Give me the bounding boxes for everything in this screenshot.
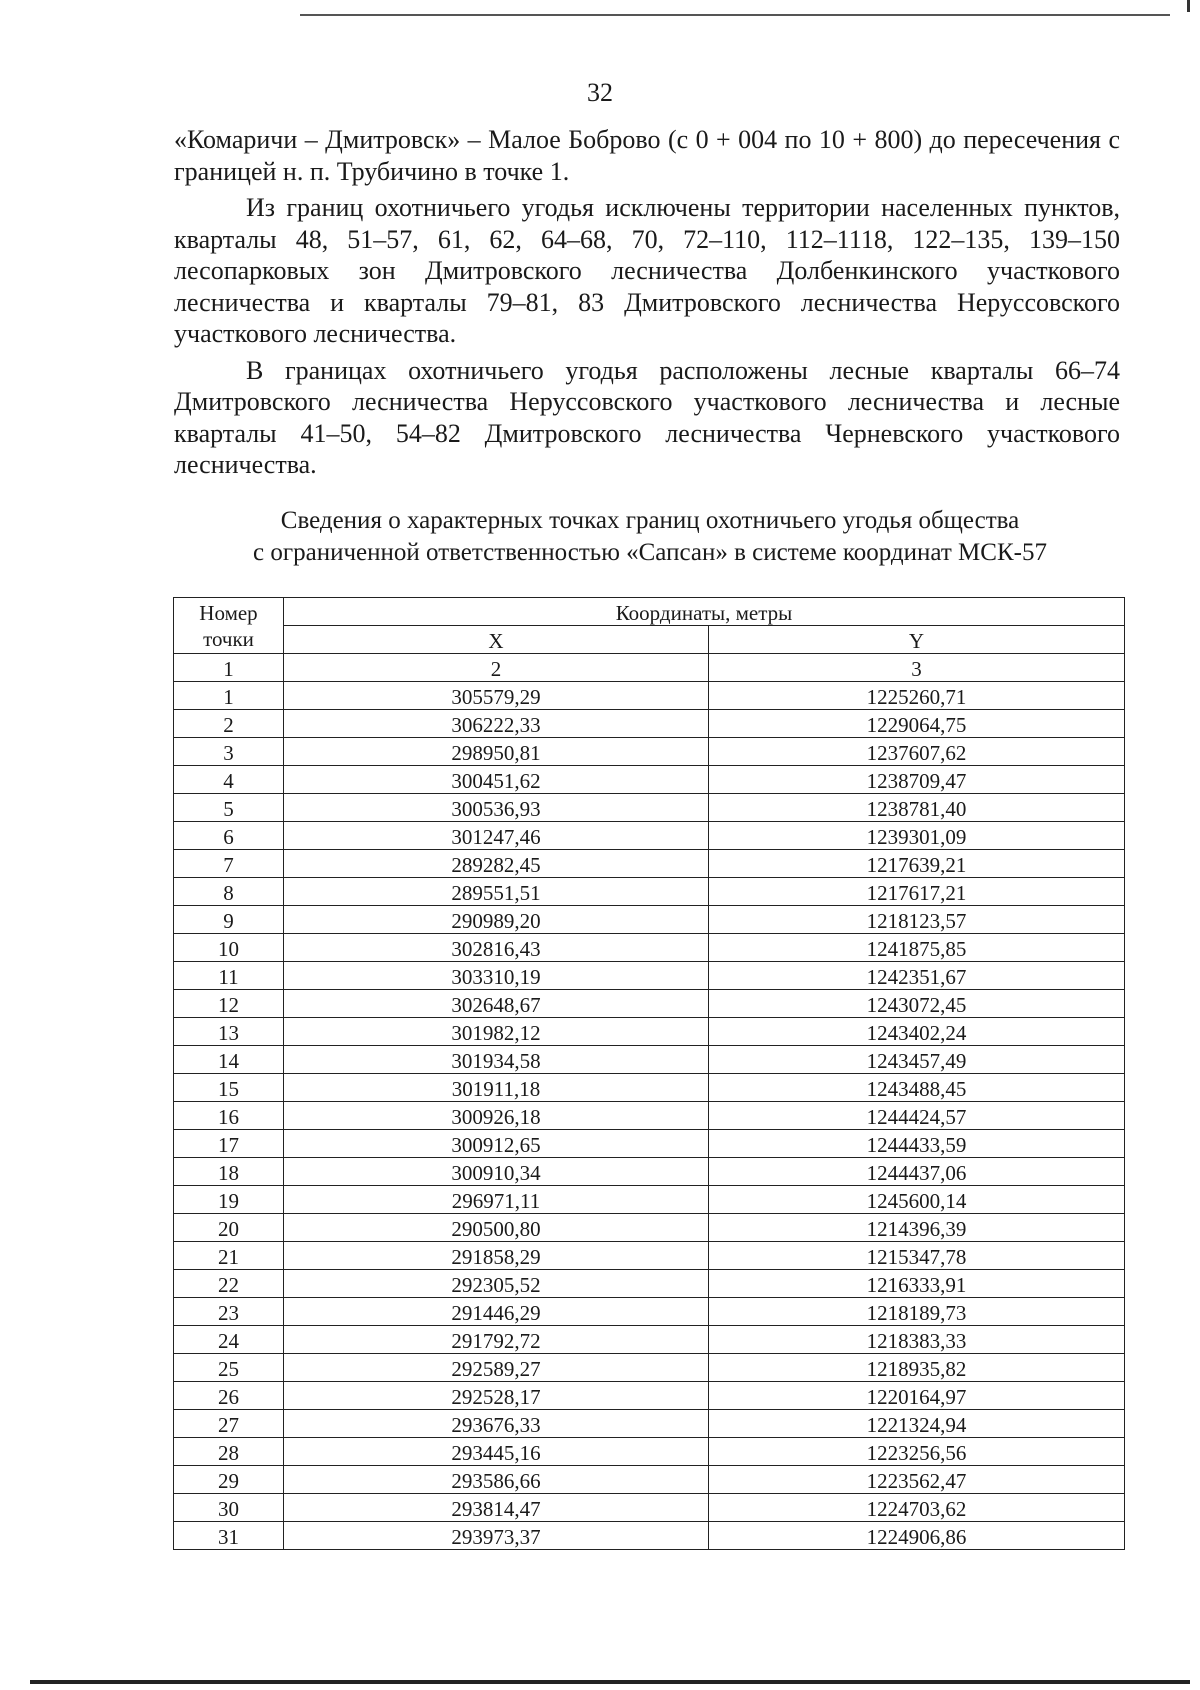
cell-x: 302816,43 <box>284 934 709 962</box>
cell-y: 1229064,75 <box>709 710 1125 738</box>
cell-y: 1243488,45 <box>709 1074 1125 1102</box>
table-row <box>174 1354 1125 1382</box>
cell-point-number: 23 <box>174 1298 284 1326</box>
paragraph-included-quarters: В границах охотничьего угодья расположены лесные кварталы 66–74 Дмитровского лесничества Неруссовского участкового лесничества и лесные кварталы 41–50, 54–82 Дмитровского лесничества Черневского участкового лесничества. <box>174 355 1120 479</box>
cell-point-number: 5 <box>174 794 284 822</box>
cell-y: 1218189,73 <box>709 1298 1125 1326</box>
table-row <box>174 906 1125 934</box>
page-number: 32 <box>587 78 613 107</box>
cell-x: 291858,29 <box>284 1242 709 1270</box>
scan-border-right <box>1187 0 1190 12</box>
table-row <box>174 1522 1125 1550</box>
cell-point-number: 8 <box>174 878 284 906</box>
cell-y: 1243457,49 <box>709 1046 1125 1074</box>
cell-x: 305579,29 <box>284 682 709 710</box>
cell-y: 1243072,45 <box>709 990 1125 1018</box>
coordinates-table <box>173 597 1125 1550</box>
cell-y: 1244424,57 <box>709 1102 1125 1130</box>
header-coordinates: Координаты, метры <box>284 598 1125 626</box>
cell-point-number: 9 <box>174 906 284 934</box>
cell-y: 1220164,97 <box>709 1382 1125 1410</box>
cell-point-number: 11 <box>174 962 284 990</box>
cell-y: 1214396,39 <box>709 1214 1125 1242</box>
cell-x: 289551,51 <box>284 878 709 906</box>
cell-point-number: 25 <box>174 1354 284 1382</box>
table-row <box>174 1214 1125 1242</box>
cell-y: 1216333,91 <box>709 1270 1125 1298</box>
table-row <box>174 1270 1125 1298</box>
cell-point-number: 29 <box>174 1466 284 1494</box>
table-row <box>174 850 1125 878</box>
cell-x: 293973,37 <box>284 1522 709 1550</box>
cell-y: 1238709,47 <box>709 766 1125 794</box>
cell-y: 1245600,14 <box>709 1186 1125 1214</box>
table-row <box>174 878 1125 906</box>
table-row <box>174 1466 1125 1494</box>
cell-x: 300926,18 <box>284 1102 709 1130</box>
table-row <box>174 710 1125 738</box>
cell-x: 302648,67 <box>284 990 709 1018</box>
column-index-2: 2 <box>284 654 709 682</box>
cell-point-number: 19 <box>174 1186 284 1214</box>
header-x: X <box>284 626 709 654</box>
cell-y: 1238781,40 <box>709 794 1125 822</box>
cell-point-number: 26 <box>174 1382 284 1410</box>
cell-point-number: 15 <box>174 1074 284 1102</box>
cell-y: 1242351,67 <box>709 962 1125 990</box>
cell-point-number: 6 <box>174 822 284 850</box>
cell-x: 293676,33 <box>284 1410 709 1438</box>
cell-x: 290500,80 <box>284 1214 709 1242</box>
column-index-1: 1 <box>174 654 284 682</box>
cell-y: 1223256,56 <box>709 1438 1125 1466</box>
cell-y: 1218383,33 <box>709 1326 1125 1354</box>
cell-y: 1225260,71 <box>709 682 1125 710</box>
cell-point-number: 12 <box>174 990 284 1018</box>
cell-x: 301934,58 <box>284 1046 709 1074</box>
cell-y: 1223562,47 <box>709 1466 1125 1494</box>
scan-border-top <box>300 14 1170 16</box>
cell-y: 1217617,21 <box>709 878 1125 906</box>
cell-y: 1221324,94 <box>709 1410 1125 1438</box>
table-row <box>174 1298 1125 1326</box>
table-row <box>174 1438 1125 1466</box>
cell-point-number: 21 <box>174 1242 284 1270</box>
cell-point-number: 27 <box>174 1410 284 1438</box>
table-row <box>174 794 1125 822</box>
table-row <box>174 1326 1125 1354</box>
table-row <box>174 1074 1125 1102</box>
table-caption-line-2: с ограниченной ответственностью «Сапсан» в системе координат МСК-57 <box>253 539 1047 566</box>
table-row <box>174 962 1125 990</box>
cell-y: 1224906,86 <box>709 1522 1125 1550</box>
cell-point-number: 4 <box>174 766 284 794</box>
table-row <box>174 1018 1125 1046</box>
cell-point-number: 24 <box>174 1326 284 1354</box>
header-y: Y <box>709 626 1125 654</box>
cell-point-number: 31 <box>174 1522 284 1550</box>
coordinates-table-body <box>174 682 1125 1550</box>
cell-y: 1237607,62 <box>709 738 1125 766</box>
scan-border-bottom <box>30 1680 1190 1684</box>
cell-x: 293586,66 <box>284 1466 709 1494</box>
cell-point-number: 7 <box>174 850 284 878</box>
cell-x: 303310,19 <box>284 962 709 990</box>
cell-y: 1239301,09 <box>709 822 1125 850</box>
cell-x: 292589,27 <box>284 1354 709 1382</box>
table-row <box>174 738 1125 766</box>
body-text <box>174 124 1120 486</box>
cell-x: 300536,93 <box>284 794 709 822</box>
table-row <box>174 1242 1125 1270</box>
table-caption-line-1: Сведения о характерных точках границ охотничьего угодья общества <box>280 507 1020 534</box>
table-row <box>174 934 1125 962</box>
cell-x: 293445,16 <box>284 1438 709 1466</box>
cell-point-number: 1 <box>174 682 284 710</box>
cell-point-number: 10 <box>174 934 284 962</box>
cell-point-number: 16 <box>174 1102 284 1130</box>
cell-point-number: 28 <box>174 1438 284 1466</box>
cell-x: 289282,45 <box>284 850 709 878</box>
cell-y: 1241875,85 <box>709 934 1125 962</box>
cell-x: 290989,20 <box>284 906 709 934</box>
cell-point-number: 22 <box>174 1270 284 1298</box>
cell-point-number: 14 <box>174 1046 284 1074</box>
cell-x: 291792,72 <box>284 1326 709 1354</box>
cell-x: 301911,18 <box>284 1074 709 1102</box>
cell-x: 300912,65 <box>284 1130 709 1158</box>
cell-x: 296971,11 <box>284 1186 709 1214</box>
table-row <box>174 766 1125 794</box>
table-caption <box>160 505 1140 569</box>
table-row <box>174 822 1125 850</box>
table-row <box>174 1382 1125 1410</box>
cell-y: 1224703,62 <box>709 1494 1125 1522</box>
cell-point-number: 20 <box>174 1214 284 1242</box>
cell-y: 1215347,78 <box>709 1242 1125 1270</box>
paragraph-excluded-territories: Из границ охотничьего угодья исключены территории населенных пунктов, кварталы 48, 51–57, 61, 62, 64–68, 70, 72–110, 112–1118, 122–135, 139–150 лесопарковых зон Дмитровского лесничества Долбенкинского участкового лесничества и кварталы 79–81, 83 Дмитровского лесничества Неруссовского участкового лесничества. <box>174 193 1120 348</box>
cell-x: 292528,17 <box>284 1382 709 1410</box>
table-row <box>174 1494 1125 1522</box>
table-row <box>174 1046 1125 1074</box>
paragraph-continuation: «Комаричи – Дмитровск» – Малое Боброво (с 0 + 004 по 10 + 800) до пересечения с границей н. п. Трубичино в точке 1. <box>174 125 1120 186</box>
cell-y: 1244437,06 <box>709 1158 1125 1186</box>
cell-x: 291446,29 <box>284 1298 709 1326</box>
table-row <box>174 990 1125 1018</box>
cell-x: 292305,52 <box>284 1270 709 1298</box>
cell-x: 298950,81 <box>284 738 709 766</box>
cell-y: 1244433,59 <box>709 1130 1125 1158</box>
cell-x: 306222,33 <box>284 710 709 738</box>
table-row <box>174 682 1125 710</box>
cell-y: 1218935,82 <box>709 1354 1125 1382</box>
cell-point-number: 18 <box>174 1158 284 1186</box>
cell-point-number: 2 <box>174 710 284 738</box>
cell-x: 300451,62 <box>284 766 709 794</box>
cell-point-number: 13 <box>174 1018 284 1046</box>
table-row <box>174 1186 1125 1214</box>
table-row <box>174 1130 1125 1158</box>
cell-y: 1217639,21 <box>709 850 1125 878</box>
table-row <box>174 1102 1125 1130</box>
cell-point-number: 17 <box>174 1130 284 1158</box>
table-row <box>174 1410 1125 1438</box>
column-index-3: 3 <box>709 654 1125 682</box>
cell-x: 301982,12 <box>284 1018 709 1046</box>
cell-y: 1218123,57 <box>709 906 1125 934</box>
header-point-number: Номер точки <box>174 598 284 654</box>
cell-y: 1243402,24 <box>709 1018 1125 1046</box>
cell-point-number: 3 <box>174 738 284 766</box>
cell-x: 301247,46 <box>284 822 709 850</box>
table-row <box>174 1158 1125 1186</box>
cell-x: 300910,34 <box>284 1158 709 1186</box>
cell-point-number: 30 <box>174 1494 284 1522</box>
cell-x: 293814,47 <box>284 1494 709 1522</box>
